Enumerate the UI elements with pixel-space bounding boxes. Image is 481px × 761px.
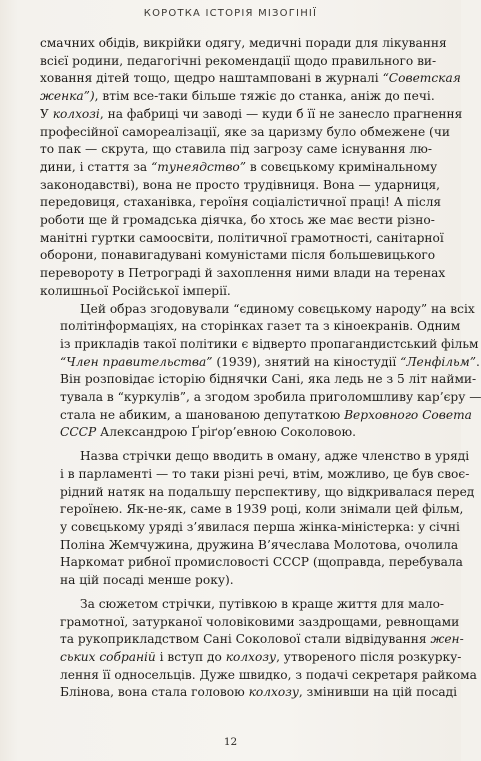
text-line <box>40 230 444 248</box>
text-line <box>40 684 458 702</box>
text-run: оборони, понавигадувані комуністами після большевицького <box>40 248 436 263</box>
text-run: колишньої Російської імперії. <box>40 283 231 298</box>
italic-run: “Член правительства” <box>60 354 213 369</box>
text-line <box>40 301 475 319</box>
text-run: У <box>40 106 53 121</box>
paragraph-1 <box>40 35 463 301</box>
page-number: 12 <box>223 736 238 748</box>
text-run: лення її односельців. Дуже швидко, з подачі секретаря райкома <box>60 667 477 682</box>
text-run: рідний натяк на подальшу перспективу, що відкривалася перед <box>60 484 475 499</box>
text-line <box>40 177 441 195</box>
text-line <box>40 407 472 425</box>
text-line <box>40 371 477 389</box>
text-line <box>40 631 464 649</box>
text-run: і в парламенті — то таки різні речі, втім, можливо, це був своє- <box>60 466 470 481</box>
text-run: політінформаціях, на сторінках газет та з кіноекранів. Одним <box>60 319 461 334</box>
text-run: то пак — скрута, що ставила під загрозу саме існування лю- <box>40 142 432 157</box>
text-run: смачних обідів, викрійки одягу, медичні поради для лікування <box>40 36 447 50</box>
text-run: в совєцькому кримінальному <box>246 159 438 174</box>
italic-run: колхозу <box>248 685 299 700</box>
text-line <box>40 572 432 590</box>
text-run: ховання дітей тощо, щедро наштамповані в журналі <box>40 71 383 86</box>
text-run: Поліна Жемчужина, дружина В’ячеслава Молотова, очолила <box>60 537 459 552</box>
italic-run: женка”) <box>40 89 95 104</box>
text-line <box>40 265 446 283</box>
text-run: , змінивши на цій посаді <box>298 685 458 700</box>
text-run: на цій посаді менше року). <box>60 573 234 588</box>
text-run: манітні гуртки самоосвіти, політичної грамотності, санітарної <box>40 230 444 245</box>
text-run: всієї родини, педагогічні рекомендації щодо правильного ви- <box>40 53 437 68</box>
text-line <box>40 466 470 484</box>
paragraph-4 <box>40 596 477 702</box>
text-run: , втім все-таки більше тяжіє до станка, аніж до печі. <box>94 89 435 104</box>
italic-run: ських собраній <box>60 649 156 664</box>
text-run: передовиця, стаханівка, героїня соціалістичної праці! А після <box>40 195 442 210</box>
text-line <box>40 537 459 555</box>
text-run: дини, і стаття за <box>40 159 152 174</box>
text-line <box>40 424 432 442</box>
text-run: тувала в “куркулів”, а згодом зробила приголомшливу кар’єру — <box>60 390 481 405</box>
text-line <box>40 194 442 212</box>
text-run: Назва стрічки дещо вводить в оману, адже членство в уряді <box>80 449 470 464</box>
text-run: (1939), знятий на кіностудії <box>212 354 401 369</box>
italic-run: жен- <box>430 632 464 647</box>
text-line <box>40 212 435 230</box>
italic-run: колхозі <box>52 106 100 121</box>
text-run: та рукоприкладством Сані Соколової стали відвідування <box>60 632 431 647</box>
text-run: Александрою Ґріґор’евною Соколовою. <box>96 425 356 440</box>
text-run: стала не абиким, а шанованою депутаткою <box>60 407 345 422</box>
text-run: і вступ до <box>155 649 226 664</box>
text-run: роботи ще й громадська діячка, бо хтось же має вести різно- <box>40 213 435 228</box>
text-run: За сюжетом стрічки, путівкою в краще життя для мало- <box>80 596 445 611</box>
text-line <box>40 247 436 265</box>
text-line <box>40 70 461 88</box>
text-line <box>40 596 445 614</box>
italic-run: Верховного Совета <box>344 407 472 422</box>
text-run: законодавстві), вона не просто трудівниця. Вона — ударниця, <box>40 177 441 192</box>
italic-run: СССР <box>60 425 97 440</box>
text-line <box>40 318 461 336</box>
text-line <box>40 389 481 407</box>
italic-run: “Советская <box>382 71 461 86</box>
running-head: КОРОТКА ІСТОРІЯ МІЗОГІНІЇ <box>143 8 318 19</box>
text-run: Наркомат рибної промисловості СССР (щоправда, перебувала <box>60 555 463 570</box>
text-line <box>40 283 432 301</box>
text-run: Цей образ згодовували “єдиному совєцькому народу” на всіх <box>80 301 475 316</box>
text-line <box>40 519 460 537</box>
text-line <box>40 159 438 177</box>
text-run: із прикладів такої політики є відверто пропагандистський фільм <box>60 336 479 351</box>
text-run: . <box>475 354 480 369</box>
text-line <box>40 354 480 372</box>
text-line <box>40 448 470 466</box>
text-run: героїнею. Як-не-як, саме в 1939 році, коли знімали цей фільм, <box>60 502 464 517</box>
italic-run: “Ленфільм” <box>400 354 476 369</box>
text-line <box>40 88 435 106</box>
text-run: , на фабриці чи заводі — куди б її не занесло прагнення <box>99 106 463 121</box>
text-line <box>40 614 460 632</box>
body-text <box>40 35 481 702</box>
text-run: перевороту в Петрограді й захоплення ними влади на теренах <box>40 266 446 281</box>
text-run: , утвореного після розкурку- <box>276 649 462 664</box>
italic-run: колхозу <box>225 649 277 664</box>
text-line <box>40 106 463 124</box>
text-line <box>40 667 477 685</box>
text-run: професійної самореалізації, яке за царизму було обмежене (чи <box>40 124 450 139</box>
italic-run: “тунеядство” <box>151 159 246 174</box>
text-run: Він розповідає історію біднячки Сані, яка ледь не з 5 літ найми- <box>60 372 477 387</box>
text-line <box>40 336 479 354</box>
paragraph-2 <box>40 301 481 443</box>
text-line <box>40 53 437 71</box>
text-line <box>40 35 447 53</box>
text-run: Блінова, вона стала головою <box>60 685 249 700</box>
text-line <box>40 554 463 572</box>
text-line <box>40 141 432 159</box>
text-line <box>40 501 464 519</box>
text-run: грамотної, затурканої чоловіковими заздрощами, ревнощами <box>60 614 460 629</box>
text-run: у совєцькому уряді з’явилася перша жінка-міністерка: у січні <box>60 519 460 534</box>
paragraph-3 <box>40 448 475 590</box>
text-line <box>40 124 450 142</box>
text-line <box>40 484 475 502</box>
text-line <box>40 649 462 667</box>
